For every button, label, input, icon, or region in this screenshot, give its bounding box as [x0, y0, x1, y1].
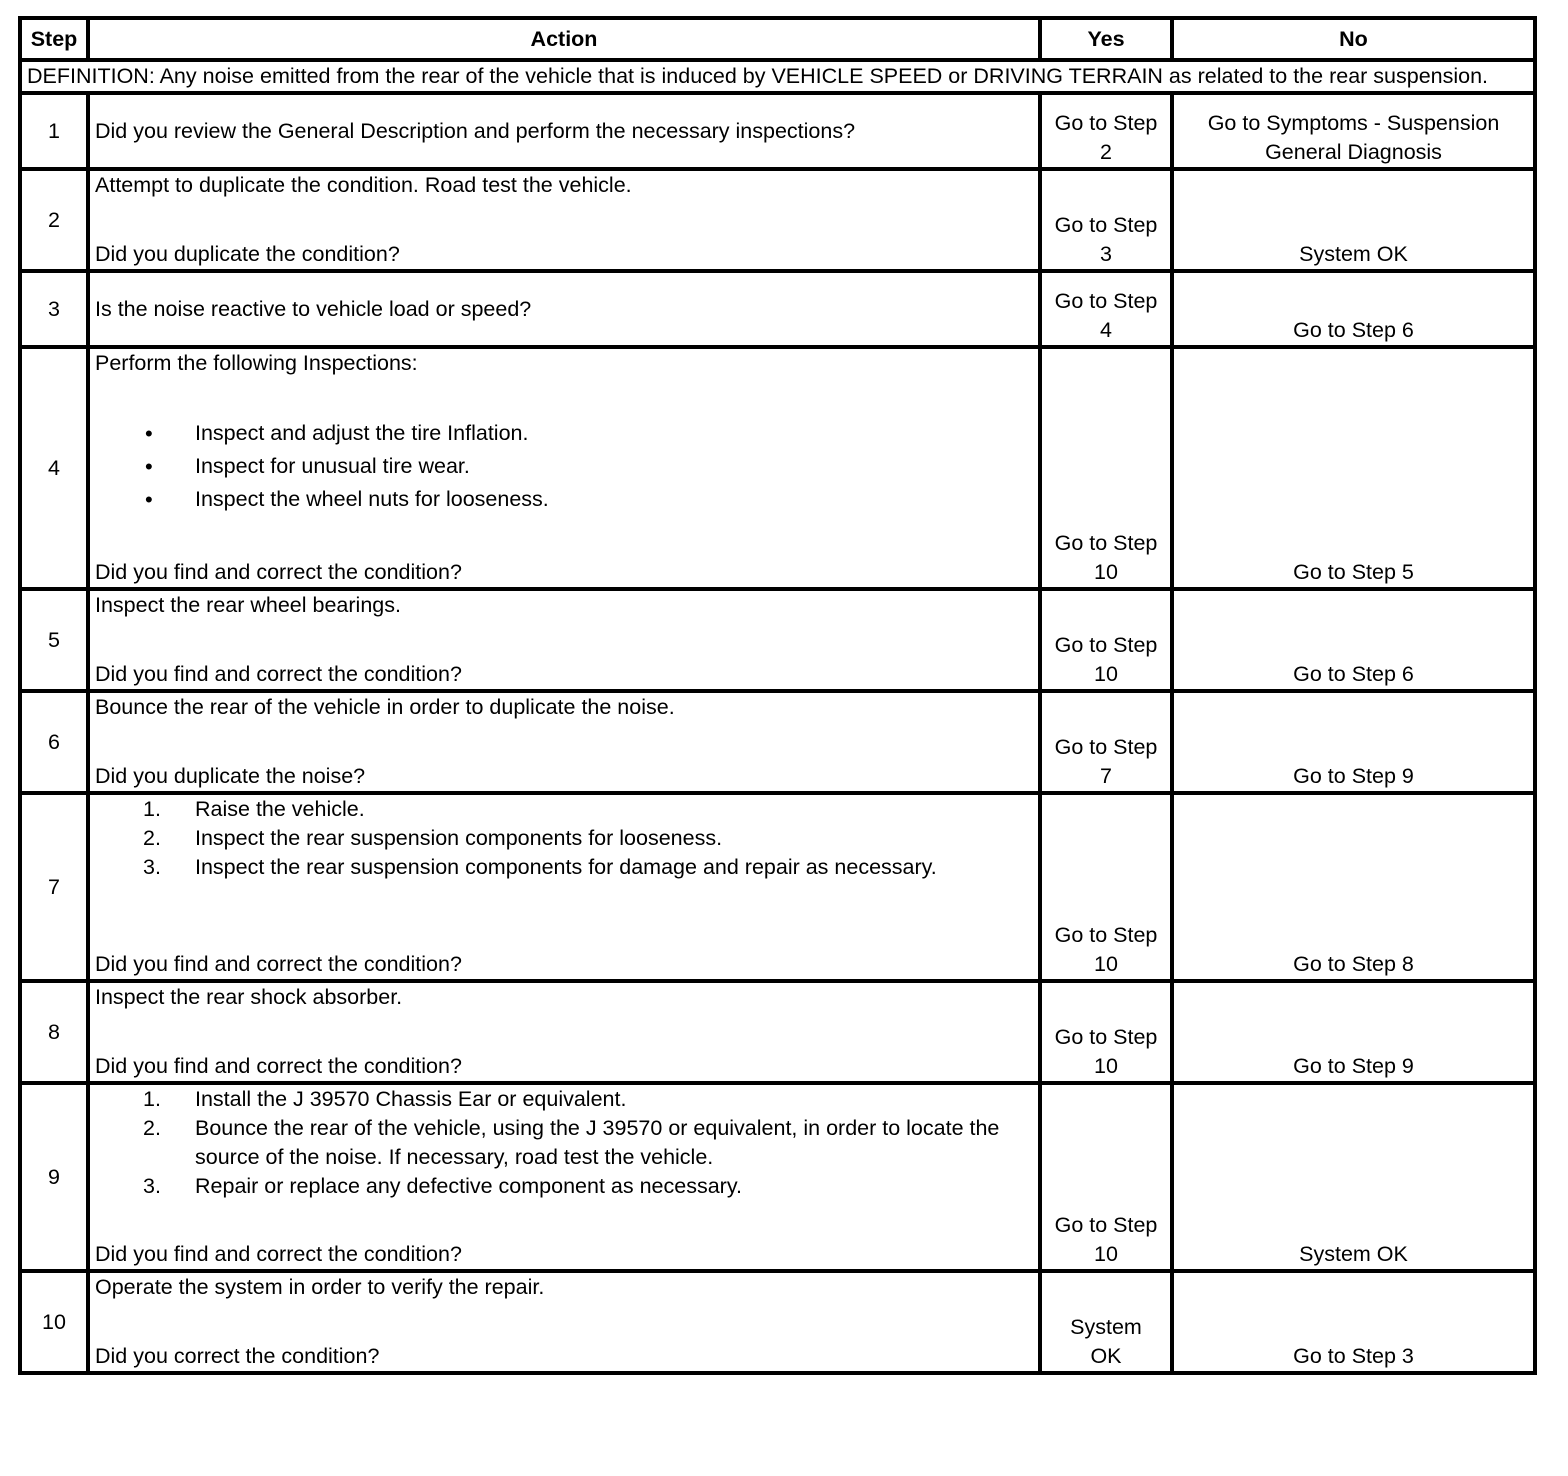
- yes-text: Go to Step: [1054, 633, 1158, 657]
- no-cell: System OK: [1172, 1083, 1535, 1271]
- yes-text: Go to Step: [1054, 735, 1158, 759]
- yes-cell: [1040, 589, 1172, 691]
- yes-text: 3: [1100, 242, 1112, 266]
- action-text: Attempt to duplicate the condition. Road test the vehicle.: [95, 173, 632, 197]
- list-text: Raise the vehicle.: [195, 797, 365, 821]
- no-cell: System OK: [1172, 169, 1535, 271]
- list-number: 2.: [143, 1116, 161, 1140]
- no-cell: Go to Step 9: [1172, 691, 1535, 793]
- diagnostic-table: [18, 16, 1537, 1375]
- list-text: Install the J 39570 Chassis Ear or equivalent.: [195, 1087, 627, 1111]
- action-cell: [88, 981, 1040, 1083]
- inspection-list: [95, 419, 1033, 518]
- yes-cell: [1040, 271, 1172, 347]
- table-row: [20, 93, 1535, 169]
- table-row: [20, 347, 1535, 589]
- yes-text: 10: [1094, 560, 1118, 584]
- header-row: [20, 18, 1535, 60]
- step-number: 4: [20, 347, 88, 589]
- list-item: • Inspect for unusual tire wear.: [195, 452, 1033, 481]
- action-cell: [88, 271, 1040, 347]
- no-cell: Go to Step 3: [1172, 1271, 1535, 1373]
- action-cell: [88, 1271, 1040, 1373]
- table-row: [20, 589, 1535, 691]
- yes-text: 4: [1100, 318, 1112, 342]
- list-number: 2.: [143, 826, 161, 850]
- action-cell: [88, 169, 1040, 271]
- list-item: [143, 1172, 1033, 1201]
- no-text: Go to Symptoms - Suspension: [1207, 111, 1500, 135]
- step-number: 10: [20, 1271, 88, 1373]
- yes-text: 10: [1094, 662, 1118, 686]
- question-text: Did you duplicate the noise?: [95, 764, 366, 788]
- yes-cell: [1040, 691, 1172, 793]
- yes-cell: [1040, 93, 1172, 169]
- action-text: Did you review the General Description and perform the necessary inspections?: [95, 118, 856, 143]
- action-text: Perform the following Inspections:: [95, 351, 418, 375]
- table-row: [20, 981, 1535, 1083]
- action-cell: [88, 347, 1040, 589]
- list-text: Inspect the rear suspension components for looseness.: [195, 826, 723, 850]
- list-item: [143, 1114, 1033, 1172]
- no-cell: Go to Step 5: [1172, 347, 1535, 589]
- yes-cell: [1040, 1271, 1172, 1373]
- header-no: No: [1172, 18, 1535, 60]
- yes-text: Go to Step: [1054, 1025, 1158, 1049]
- table-row: [20, 271, 1535, 347]
- table-row: [20, 1083, 1535, 1271]
- header-yes: Yes: [1040, 18, 1172, 60]
- step-number: 1: [20, 93, 88, 169]
- action-cell: [88, 589, 1040, 691]
- question-text: Did you find and correct the condition?: [95, 952, 462, 976]
- list-item: [143, 1085, 1033, 1114]
- action-cell: [88, 793, 1040, 981]
- step-number: 9: [20, 1083, 88, 1271]
- procedure-list: [95, 795, 1033, 882]
- header-step: Step: [20, 18, 88, 60]
- table-row: [20, 691, 1535, 793]
- step-number: 2: [20, 169, 88, 271]
- yes-text: Go to Step: [1054, 289, 1158, 313]
- yes-cell: [1040, 981, 1172, 1083]
- step-number: 8: [20, 981, 88, 1083]
- definition-row: [20, 60, 1535, 93]
- yes-text: Go to Step: [1054, 531, 1158, 555]
- question-text: Did you find and correct the condition?: [95, 1054, 462, 1078]
- yes-cell: [1040, 793, 1172, 981]
- no-cell: [1172, 93, 1535, 169]
- yes-text: 10: [1094, 1242, 1118, 1266]
- question-text: Did you find and correct the condition?: [95, 662, 462, 686]
- no-cell: Go to Step 6: [1172, 271, 1535, 347]
- question-text: Did you find and correct the condition?: [95, 1242, 462, 1266]
- action-text: Bounce the rear of the vehicle in order to duplicate the noise.: [95, 695, 675, 719]
- list-item: [143, 795, 1033, 824]
- yes-text: Go to Step: [1054, 1213, 1158, 1237]
- header-action: Action: [88, 18, 1040, 60]
- procedure-list: [95, 1085, 1033, 1201]
- yes-text: System: [1070, 1315, 1142, 1339]
- action-text: Operate the system in order to verify the repair.: [95, 1275, 545, 1299]
- yes-cell: [1040, 347, 1172, 589]
- yes-cell: [1040, 169, 1172, 271]
- action-cell: [88, 93, 1040, 169]
- no-text: General Diagnosis: [1265, 140, 1442, 164]
- no-cell: Go to Step 9: [1172, 981, 1535, 1083]
- list-number: 1.: [143, 1087, 161, 1111]
- table-row: [20, 169, 1535, 271]
- step-number: 7: [20, 793, 88, 981]
- list-number: 3.: [143, 1174, 161, 1198]
- yes-text: Go to Step: [1054, 213, 1158, 237]
- step-number: 6: [20, 691, 88, 793]
- yes-text: 10: [1094, 952, 1118, 976]
- yes-text: 7: [1100, 764, 1112, 788]
- list-item: [143, 853, 1033, 882]
- action-cell: [88, 691, 1040, 793]
- question-text: Did you correct the condition?: [95, 1344, 380, 1368]
- no-cell: Go to Step 6: [1172, 589, 1535, 691]
- list-text: Repair or replace any defective component as necessary.: [195, 1174, 742, 1198]
- no-cell: Go to Step 8: [1172, 793, 1535, 981]
- yes-text: 10: [1094, 1054, 1118, 1078]
- action-cell: [88, 1083, 1040, 1271]
- action-text: Inspect the rear shock absorber.: [95, 985, 403, 1009]
- yes-text: OK: [1090, 1344, 1122, 1368]
- action-text: Is the noise reactive to vehicle load or speed?: [95, 296, 532, 321]
- table-row: [20, 793, 1535, 981]
- step-number: 3: [20, 271, 88, 347]
- question-text: Did you find and correct the condition?: [95, 560, 462, 584]
- list-text: Bounce the rear of the vehicle, using the J 39570 or equivalent, in order to locate the source of the noise. If necessary, road test the vehicle.: [195, 1116, 1000, 1169]
- list-item: • Inspect the wheel nuts for looseness.: [195, 485, 1033, 514]
- definition-text: DEFINITION: Any noise emitted from the rear of the vehicle that is induced by VEHICLE SPEED or DRIVING TERRAIN as related to the rear suspension.: [20, 60, 1535, 93]
- list-item: • Inspect and adjust the tire Inflation.: [195, 419, 1033, 448]
- yes-text: Go to Step: [1054, 923, 1158, 947]
- action-text: Inspect the rear wheel bearings.: [95, 593, 401, 617]
- yes-text: 2: [1100, 140, 1112, 164]
- list-number: 1.: [143, 797, 161, 821]
- list-number: 3.: [143, 855, 161, 879]
- step-number: 5: [20, 589, 88, 691]
- list-item: [143, 824, 1033, 853]
- table-row: [20, 1271, 1535, 1373]
- yes-text: Go to Step: [1054, 111, 1158, 135]
- list-text: Inspect the rear suspension components for damage and repair as necessary.: [195, 855, 937, 879]
- question-text: Did you duplicate the condition?: [95, 242, 400, 266]
- yes-cell: [1040, 1083, 1172, 1271]
